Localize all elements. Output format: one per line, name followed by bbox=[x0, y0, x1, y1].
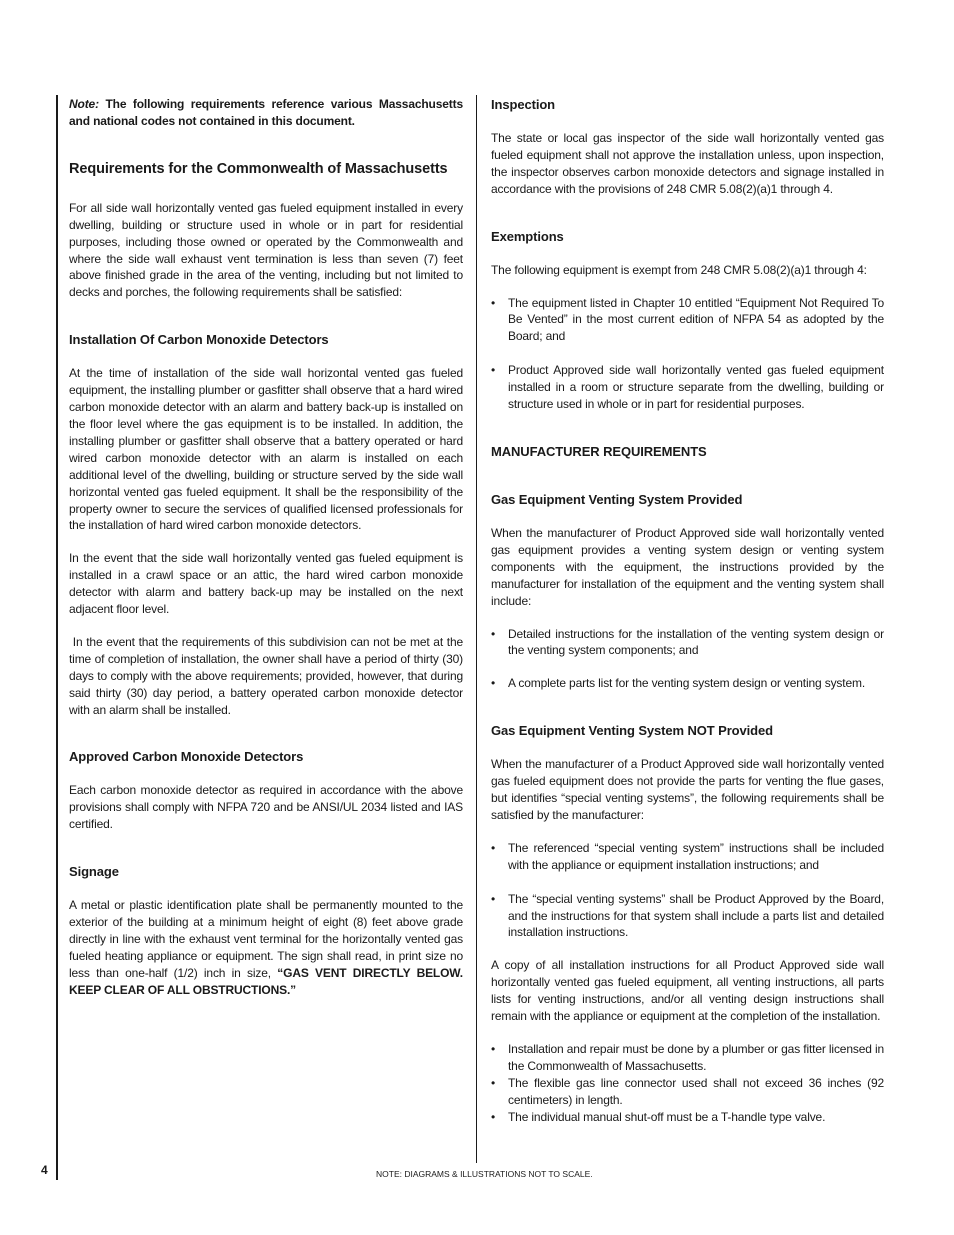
final-requirements-list bbox=[491, 1041, 884, 1126]
list-item: • Detailed instructions for the installation of the venting system design or the venting system components; and bbox=[491, 626, 884, 660]
exemptions-paragraph: The following equipment is exempt from 248 CMR 5.08(2)(a)1 through 4: bbox=[491, 262, 867, 277]
note-label: Note: bbox=[69, 97, 99, 111]
signage-sign-text: “GAS VENT DIRECTLY BELOW. KEEP CLEAR OF ALL OBSTRUCTIONS.” bbox=[69, 965, 463, 997]
exemptions-heading: Exemptions bbox=[491, 228, 564, 244]
co-installation-paragraph-1: At the time of installation of the side wall horizontal vented gas fueled equipment, the installing plumber or gasfitter shall observe that a hard wired carbon monoxide detector with an alarm and battery back-up is installed on the floor level where the gas equipment is to be installed. In addition, the installing plumber or gasfitter shall observe that a battery operated or hard wired carbon monoxide detector with an alarm is installed on each additional level of the dwelling, building or structure served by the side wall horizontal vented gas fueled equipment. It shall be the responsibility of the property owner to secure the services of qualified licensed professionals for the installation of hard wired carbon monoxide detectors. bbox=[69, 366, 463, 533]
manufacturer-requirements-heading: MANUFACTURER REQUIREMENTS bbox=[491, 443, 707, 459]
page-number: 4 bbox=[41, 1163, 48, 1177]
co-installation-heading: Installation Of Carbon Monoxide Detectors bbox=[69, 332, 329, 348]
inspection-paragraph: The state or local gas inspector of the side wall horizontally vented gas fueled equipment shall not approve the installation unless, upon inspection, the inspector observes carbon monoxide detectors and signage installed in accordance with the provisions of 248 CMR 5.08(2)(a)1 through 4. bbox=[491, 131, 884, 196]
column-divider bbox=[476, 95, 477, 1163]
signage-heading: Signage bbox=[69, 864, 119, 880]
inspection-heading: Inspection bbox=[491, 97, 556, 112]
right-column bbox=[491, 96, 884, 1126]
list-item: • The flexible gas line connector used shall not exceed 36 inches (92 centimeters) in length. bbox=[491, 1075, 884, 1109]
venting-provided-list bbox=[491, 626, 884, 693]
main-heading: Requirements for the Commonwealth of Massachusetts bbox=[69, 160, 448, 177]
list-item: • The individual manual shut-off must be a T-handle type valve. bbox=[491, 1109, 884, 1126]
signage-text: A metal or plastic identification plate shall be permanently mounted to the exterior of the building at a minimum height of eight (8) feet above grade directly in line with the exhaust vent terminal for the horizontally vented gas fueled heating appliance or equipment. The sign shall read, in print size no less than one-half (1/2) inch in size, bbox=[69, 898, 463, 980]
copy-instructions-paragraph: A copy of all installation instructions for all Product Approved side wall horizontally vented gas fueled equipment, all venting instructions, all parts lists for venting instructions, and/or all venting design instructions shall remain with the appliance or equipment at the completion of the installation. bbox=[491, 958, 884, 1024]
approved-detectors-heading: Approved Carbon Monoxide Detectors bbox=[69, 749, 304, 765]
venting-not-provided-paragraph: When the manufacturer of a Product Approved side wall horizontally vented gas fueled equipment does not provide the parts for venting the flue gases, but identifies “special venting systems”, the following requirements shall be satisfied by the manufacturer: bbox=[491, 757, 884, 822]
venting-not-provided-heading: Gas Equipment Venting System NOT Provided bbox=[491, 723, 773, 739]
left-margin-rule bbox=[56, 95, 58, 1180]
venting-provided-heading: Gas Equipment Venting System Provided bbox=[491, 491, 743, 507]
list-item: • The referenced “special venting system” instructions shall be included with the appliance or equipment installation instructions; and bbox=[491, 840, 884, 874]
list-item: • A complete parts list for the venting system design or venting system. bbox=[491, 675, 884, 692]
co-installation-paragraph-2: In the event that the side wall horizontally vented gas fueled equipment is installed in a crawl space or an attic, the hard wired carbon monoxide detector with alarm and battery back-up may be installed on the next adjacent floor level. bbox=[69, 551, 463, 617]
list-item: • The equipment listed in Chapter 10 entitled “Equipment Not Required To Be Vented” in the most current edition of NFPA 54 as adopted by the Board; and bbox=[491, 295, 884, 346]
signage-paragraph bbox=[69, 897, 463, 998]
note-text: The following requirements reference various Massachusetts and national codes not contained in this document. bbox=[69, 97, 463, 128]
list-item: • The “special venting systems” shall be Product Approved by the Board, and the instructions for that system shall include a parts list and detailed installation instructions. bbox=[491, 891, 884, 942]
list-item: • Product Approved side wall horizontally vented gas fueled equipment installed in a room or structure separate from the dwelling, building or structure used in whole or in part for residential purposes. bbox=[491, 362, 884, 413]
left-column bbox=[69, 96, 467, 999]
venting-provided-paragraph: When the manufacturer of Product Approved side wall horizontally vented gas equipment provides a venting system design or venting system components with the equipment, the instructions provided by the manufacturer for installation of the equipment and the venting system shall include: bbox=[491, 525, 884, 608]
exemptions-list bbox=[491, 295, 884, 413]
footer-note: NOTE: DIAGRAMS & ILLUSTRATIONS NOT TO SCALE. bbox=[376, 1169, 593, 1179]
approved-detectors-paragraph: Each carbon monoxide detector as required in accordance with the above provisions shall comply with NFPA 720 and be ANSI/UL 2034 listed and IAS certified. bbox=[69, 783, 463, 832]
intro-paragraph: For all side wall horizontally vented gas fueled equipment installed in every dwelling, building or structure used in whole or in part for residential purposes, including those owned or operated by the Commonwealth and where the side wall exhaust vent termination is less than seven (7) feet above finished grade in the area of the venting, including but not limited to decks and porches, the following requirements shall be satisfied: bbox=[69, 200, 463, 300]
note-paragraph bbox=[69, 96, 463, 130]
co-installation-paragraph-3: In the event that the requirements of this subdivision can not be met at the time of completion of installation, the owner shall have a period of thirty (30) days to comply with the above requirements; provided, however, that during said thirty (30) day period, a battery operated carbon monoxide detector with an alarm shall be installed. bbox=[69, 634, 467, 717]
venting-not-provided-list bbox=[491, 840, 884, 942]
list-item: • Installation and repair must be done by a plumber or gas fitter licensed in the Commonwealth of Massachusetts. bbox=[491, 1041, 884, 1075]
